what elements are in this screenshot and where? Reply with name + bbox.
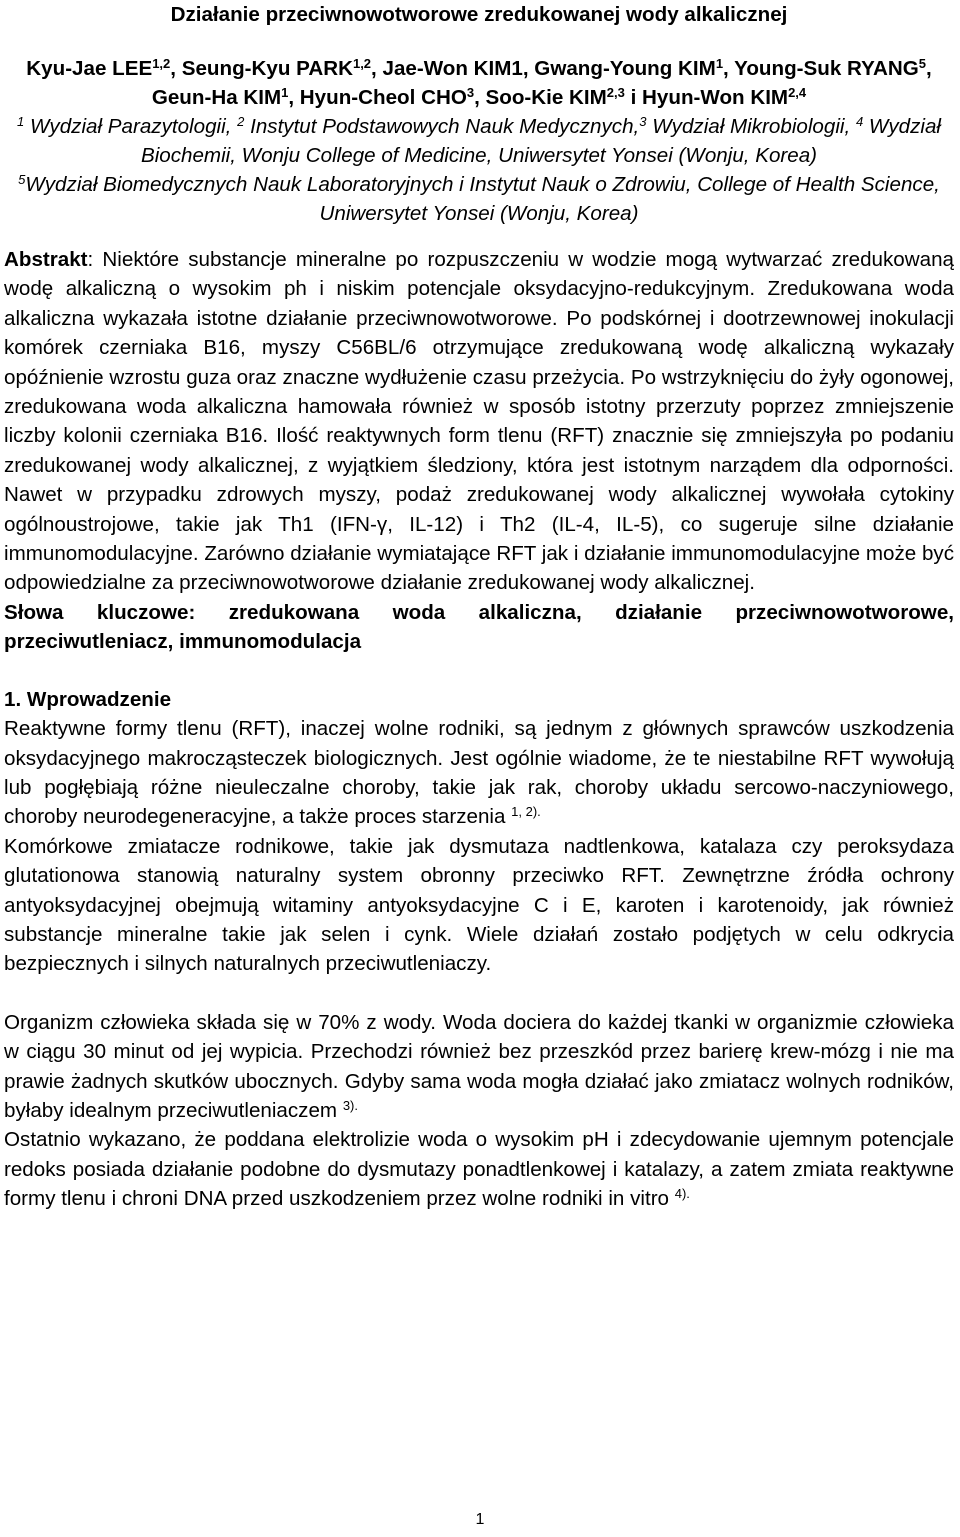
paragraph-text: Reaktywne formy tlenu (RFT), inaczej wolne rodniki, są jednym z głównych sprawców uszkodzenia oksydacyjnego makrocząsteczek biologicznych. Jest ogólnie wiadome, że te niestabilne RFT wywołują lub pogłębiają różne nieuleczalne choroby, takie jak rak, choroby układu sercowo-naczyniowego, choroby neurodegeneracyjne, a także proces starzenia xyxy=(4,717,954,829)
affiliation-marker: 5 xyxy=(18,172,26,187)
affiliation-marker: 3 xyxy=(639,114,647,129)
citation-marker: 3). xyxy=(342,1097,358,1113)
affiliation-text: Wydział Mikrobiologii, xyxy=(646,115,856,138)
author-name: , Soo-Kie KIM xyxy=(474,86,607,109)
paragraph-text: Organizm człowieka składa się w 70% z wody. Woda dociera do każdej tkanki w organizmie człowieka w ciągu 30 minut od jej wypicia. Przechodzi również bez przeszkód przez barierę krew-mózg i nie ma prawie żadnych skutków ubocznych. Gdyby sama woda mogła działać jako zmiatacz wolnych rodników, byłaby idealnym przeciwutleniaczem xyxy=(4,1010,954,1122)
abstract-text: : Niektóre substancje mineralne po rozpuszczeniu w wodzie mogą wytwarzać zredukowaną wodę alkaliczną o wysokim ph i niskim potencjale oksydacyjno-redukcyjnym. Zredukowana woda alkaliczna wykazała istotne działanie przeciwnowotworowe. Po podskórnej i dootrzewnowej inokulacji komórek czerniaka B16, myszy C56BL/6 otrzymujące zredukowaną wodę alkaliczną wykazały opóźnienie wzrostu guza oraz znaczne wydłużenie czasu przeżycia. Po wstrzyknięciu do żyły ogonowej, zredukowana woda alkaliczna hamowała również w sposób istotny przerzuty poprzez zmniejszenie liczby kolonii czerniaka B16. Ilość reaktywnych form tlenu (RFT) znacznie się zmniejszyła po podaniu zredukowanej wody alkalicznej, z wyjątkiem śledziony, która jest istotnym narządem dla odporności. Nawet w przypadku zdrowych myszy, podaż zredukowanej wody alkalicznej wywołała cytokiny ogólnoustrojowe, takie jak Th1 (IFN-γ, IL-12) i Th2 (IL-4, IL-5), co sugeruje silne działanie immunomodulacyjne. Zarówno działanie wymiatające RFT jak i działanie immunomodulacyjne może być odpowiedzialne za przeciwnowotworowe działanie zredukowanej wody alkalicznej. xyxy=(4,248,954,595)
affiliation-text: Wydział Biomedycznych Nauk Laboratoryjnych i Instytut Nauk o Zdrowiu, College of Health Science, Uniwersytet Yonsei (Wonju, Korea) xyxy=(25,173,940,225)
body-paragraph xyxy=(4,1125,954,1213)
affiliation-text: Instytut Podstawowych Nauk Medycznych, xyxy=(244,115,640,138)
keywords: Słowa kluczowe: zredukowana woda alkaliczna, działanie przeciwnowotworowe, przeciwutleniacz, immunomodulacja xyxy=(4,600,954,654)
document-page xyxy=(4,0,954,1214)
author-affiliation-marker: 3 xyxy=(466,85,475,100)
body-paragraph xyxy=(4,1008,954,1126)
body-paragraph: Komórkowe zmiatacze rodnikowe, takie jak dysmutaza nadtlenkowa, katalaza czy peroksydaza glutationowa stanowią naturalny system obronny przeciwko RFT. Zewnętrzne źródła ochrony antyoksydacyjnej obejmują witaminy antyoksydacyjne C i E, karoten i karotenoidy, jak również substancje mineralne takie jak selen i cynk. Wiele działań zostało podjętych w celu odkrycia bezpiecznych i silnych naturalnych przeciwutleniaczy. xyxy=(4,834,954,976)
affiliation-list xyxy=(4,112,954,170)
author-affiliation-marker: 1,2 xyxy=(352,56,372,71)
affiliation-text: Wydział Parazytologii, xyxy=(24,115,238,138)
author-name: Kyu-Jae LEE xyxy=(26,57,153,80)
affiliation-list-second xyxy=(4,170,954,228)
author-affiliation-marker: 2,4 xyxy=(788,85,807,100)
page-number: 1 xyxy=(475,1511,485,1528)
body-paragraph xyxy=(4,714,954,832)
abstract-label: Abstrakt xyxy=(4,248,88,271)
affiliation-marker: 2 xyxy=(237,114,245,129)
abstract xyxy=(4,245,954,598)
paragraph-text: Ostatnio wykazano, że poddana elektrolizie woda o wysokim pH i zdecydowanie ujemnym potencjale redoks posiada działanie podobne do dysmutazy ponadtlenkowej i katalazy, a zatem zmiata reaktywne formy tlenu i chroni DNA przed uszkodzeniem przez wolne rodniki in vitro xyxy=(4,1128,954,1211)
author-name: , Seung-Kyu PARK xyxy=(170,57,353,80)
affiliation-marker: 4 xyxy=(855,114,864,129)
citation-marker: 1, 2). xyxy=(511,804,541,820)
citation-marker: 4). xyxy=(674,1186,690,1202)
author-affiliation-marker: 2,3 xyxy=(606,85,625,100)
author-name: , Hyun-Cheol CHO xyxy=(288,86,467,109)
author-name: , Geun-Ha KIM xyxy=(151,57,932,109)
author-affiliation-marker: 5 xyxy=(918,56,926,71)
author-affiliation-marker: 1 xyxy=(281,85,289,100)
paper-title: Działanie przeciwnowotworowe zredukowanej wody alkalicznej xyxy=(170,3,788,26)
author-affiliation-marker: 1 xyxy=(715,56,724,71)
author-name: , Young-Suk RYANG xyxy=(723,57,919,80)
affiliation-text: Wydział Biochemii, Wonju College of Medicine, Uniwersytet Yonsei (Wonju, Korea) xyxy=(140,115,941,167)
author-list xyxy=(4,54,954,112)
author-name: i Hyun-Won KIM xyxy=(624,86,789,109)
author-name: , Jae-Won KIM1, Gwang-Young KIM xyxy=(371,57,716,80)
author-affiliation-marker: 1,2 xyxy=(152,56,171,71)
affiliation-marker: 1 xyxy=(17,114,25,129)
section-heading-introduction: 1. Wprowadzenie xyxy=(4,687,172,711)
